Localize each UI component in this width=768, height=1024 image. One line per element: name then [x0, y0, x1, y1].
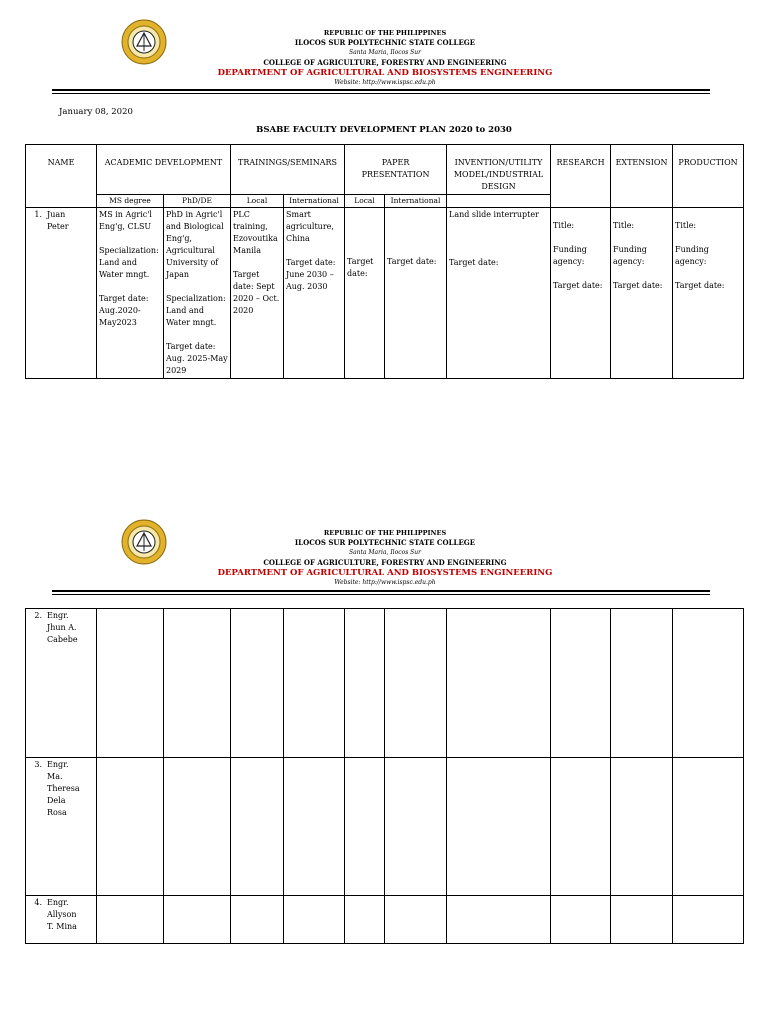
row1-number: 1.: [34, 210, 42, 219]
row1-production-cell: [673, 208, 744, 379]
paper-local-date: Target date:: [347, 257, 374, 278]
header-rule-thin: [52, 594, 710, 595]
row1-paper-intl-cell: [385, 208, 447, 379]
document-title: BSABE FACULTY DEVELOPMENT PLAN 2020 to 2030: [256, 125, 512, 135]
table-row: [26, 758, 744, 896]
row1-training-local-cell: [231, 208, 284, 379]
training-intl-title: Smart agriculture, China: [286, 210, 334, 243]
college-name: ILOCOS SUR POLYTECHNIC STATE COLLEGE: [294, 538, 476, 547]
phd-target-date: Target date: Aug. 2025-May 2029: [166, 342, 228, 375]
subheader-invention-blank: [447, 195, 551, 208]
header-research: RESEARCH: [551, 145, 611, 208]
faculty-plan-table-continued: [25, 608, 744, 944]
header-trainings: TRAININGS/SEMINARS: [231, 145, 345, 195]
research-date: Target date:: [553, 281, 603, 290]
subheader-paper-international: International: [385, 195, 447, 208]
row1-research-cell: [551, 208, 611, 379]
training-local-title: PLC training, Ezovoutika Manila: [233, 210, 278, 255]
college-unit: COLLEGE OF AGRICULTURE, FORESTRY AND ENGINEERING: [263, 58, 507, 67]
department-name: DEPARTMENT OF AGRICULTURAL AND BIOSYSTEMS ENGINEERING: [217, 68, 553, 78]
college-address: Santa Maria, Ilocos Sur: [348, 549, 422, 556]
row2-number: 2.: [34, 611, 42, 620]
row3-number: 3.: [34, 760, 42, 769]
extension-title: Title:: [613, 221, 635, 230]
row3-name: Engr. Ma. Theresa Dela Rosa: [47, 760, 80, 817]
production-title: Title:: [675, 221, 697, 230]
subheader-phd: PhD/DE: [164, 195, 231, 208]
college-unit: COLLEGE OF AGRICULTURE, FORESTRY AND ENGINEERING: [263, 558, 507, 567]
ms-target-date: Target date: Aug.2020-May2023: [99, 294, 149, 327]
republic-line: REPUBLIC OF THE PHILIPPINES: [323, 29, 447, 37]
row1-name-cell: [26, 208, 97, 379]
document-date: January 08, 2020: [59, 107, 133, 117]
phd-specialization: Specialization: Land and Water mngt.: [166, 294, 226, 327]
header-rule: [52, 89, 710, 91]
department-name: DEPARTMENT OF AGRICULTURAL AND BIOSYSTEMS ENGINEERING: [217, 568, 553, 578]
research-title: Title:: [553, 221, 575, 230]
row1-ms-cell: [97, 208, 164, 379]
row1-name: Juan Peter: [47, 210, 69, 231]
table-row: [26, 609, 744, 758]
row1-paper-local-cell: [345, 208, 385, 379]
row1-extension-cell: [611, 208, 673, 379]
extension-date: Target date:: [613, 281, 663, 290]
row1-training-intl-cell: [284, 208, 345, 379]
ms-degree: MS in Agric'l Eng'g, CLSU: [99, 210, 152, 231]
row4-name: Engr. Allyson T. Mina: [47, 898, 77, 931]
phd-degree: PhD in Agric'l and Biological Eng'g, Agricultural University of Japan: [166, 210, 224, 279]
table-row: [26, 896, 744, 944]
row1-invention-cell: [447, 208, 551, 379]
header-invention: INVENTION/UTILITY MODEL/INDUSTRIAL DESIGN: [447, 145, 551, 195]
subheader-training-international: International: [284, 195, 345, 208]
row1-phd-cell: [164, 208, 231, 379]
paper-intl-date: Target date:: [387, 257, 437, 266]
faculty-plan-table: [25, 144, 744, 379]
production-funding: Funding agency:: [675, 245, 709, 266]
header-rule: [52, 590, 710, 592]
row4-number: 4.: [34, 898, 42, 907]
training-local-date: Target date: Sept 2020 – Oct. 2020: [233, 270, 280, 315]
row4-name-cell: [26, 896, 97, 944]
website-line: Website: http://www.ispsc.edu.ph: [334, 79, 436, 86]
header-academic: ACADEMIC DEVELOPMENT: [97, 145, 231, 195]
header-production: PRODUCTION: [673, 145, 744, 208]
row2-name: Engr. Jhun A. Cabebe: [47, 611, 78, 644]
republic-line: REPUBLIC OF THE PHILIPPINES: [323, 529, 447, 537]
website-line: Website: http://www.ispsc.edu.ph: [334, 579, 436, 586]
header-paper: PAPER PRESENTATION: [345, 145, 447, 195]
table-row: [26, 208, 744, 379]
letterhead-page-2: [0, 518, 768, 588]
invention-date: Target date:: [449, 258, 499, 267]
subheader-paper-local: Local: [345, 195, 385, 208]
header-name: NAME: [26, 145, 97, 208]
training-intl-date: Target date: June 2030 – Aug. 2030: [286, 258, 336, 291]
college-name: ILOCOS SUR POLYTECHNIC STATE COLLEGE: [294, 38, 476, 47]
subheader-training-local: Local: [231, 195, 284, 208]
extension-funding: Funding agency:: [613, 245, 647, 266]
header-rule-thin: [52, 93, 710, 94]
header-extension: EXTENSION: [611, 145, 673, 208]
invention-title: Land slide interrupter: [449, 210, 539, 219]
production-date: Target date:: [675, 281, 725, 290]
research-funding: Funding agency:: [553, 245, 587, 266]
subheader-ms: MS degree: [97, 195, 164, 208]
ms-specialization: Specialization: Land and Water mngt.: [99, 246, 159, 279]
row3-name-cell: [26, 758, 97, 896]
row2-name-cell: [26, 609, 97, 758]
college-address: Santa Maria, Ilocos Sur: [348, 49, 422, 56]
letterhead-page-1: [0, 18, 768, 88]
